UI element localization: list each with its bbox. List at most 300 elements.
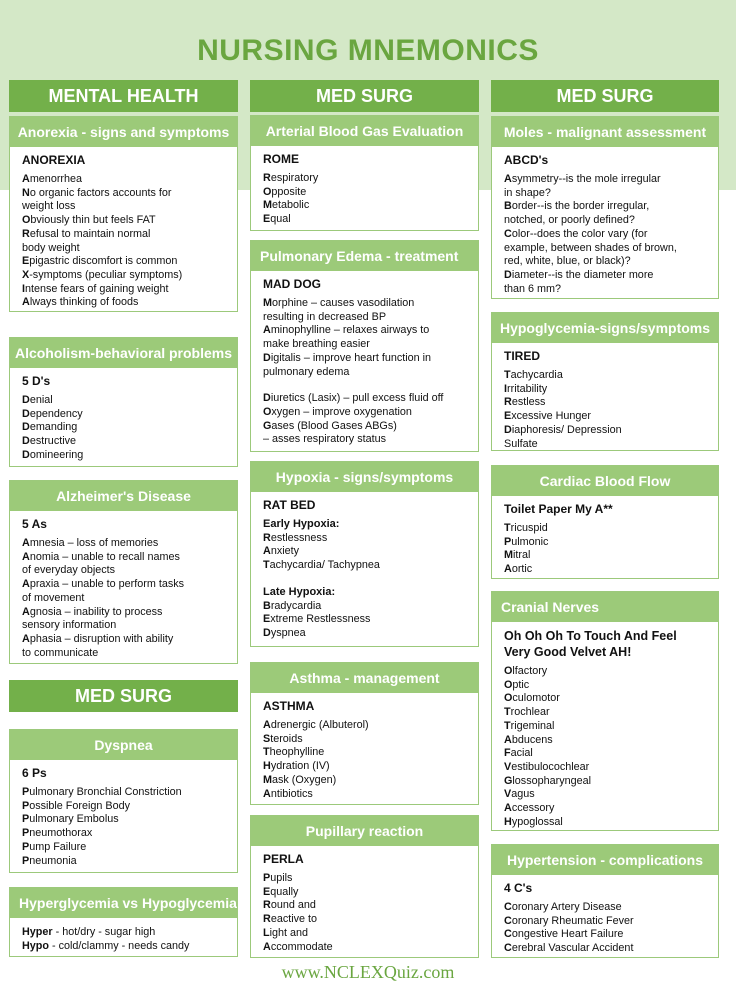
mnemonic-letter: D <box>22 394 30 406</box>
mnemonic-letter: X <box>22 268 30 281</box>
mnemonic-line <box>263 627 466 641</box>
mnemonic-line <box>504 720 706 734</box>
mnemonic-letter: R <box>263 531 271 544</box>
mnemonic-text: iameter--is the diameter more <box>511 268 654 281</box>
card-cranial-nerves <box>491 591 719 831</box>
mnemonic-text: of movement <box>22 591 85 604</box>
mnemonic-text: – asses respiratory status <box>263 433 387 446</box>
mnemonic-text: - cold/clammy - needs candy <box>49 939 190 952</box>
mnemonic-text: example, between shades of brown, <box>504 241 677 254</box>
mnemonic-text: ptic <box>512 678 530 691</box>
mnemonic-line <box>22 269 225 283</box>
mnemonic-letter: C <box>504 942 512 955</box>
mnemonic-letter: T <box>263 746 270 759</box>
mnemonic-letter: O <box>504 692 513 705</box>
mnemonic-text: pposite <box>271 185 307 198</box>
mnemonic-text: ntense fears of gaining weight <box>25 282 169 295</box>
mnemonic-text: ossible Foreign Body <box>29 799 131 812</box>
mnemonic-text: estlessness <box>270 531 328 544</box>
mnemonic-line <box>263 352 466 366</box>
mnemonic-line <box>504 242 706 256</box>
mnemonic-title: MAD DOG <box>263 277 321 291</box>
mnemonic-title: RAT BED <box>263 498 316 512</box>
card-header: Hyperglycemia vs Hypoglycemia <box>10 888 237 918</box>
mnemonic-text: nxiety <box>270 545 300 558</box>
mnemonic-text: xygen – improve oxygenation <box>271 405 412 418</box>
card-body <box>251 846 478 960</box>
mnemonic-line <box>22 242 225 256</box>
mnemonic-line <box>22 394 225 408</box>
mnemonic-letter: B <box>504 200 512 213</box>
mnemonic-letter: Hypo <box>22 939 49 952</box>
mnemonic-text: order--is the border irregular, <box>511 200 650 213</box>
mnemonic-text: rritability <box>507 382 548 395</box>
mnemonic-text: olor--does the color vary (for <box>511 227 648 240</box>
mnemonic-text: ongestive Heart Failure <box>511 928 624 941</box>
mnemonic-letter: P <box>22 827 30 840</box>
mnemonic-line <box>263 297 466 311</box>
mnemonic-letter: Hyper <box>22 926 53 938</box>
card-moles <box>491 116 719 299</box>
card-cardiac-blood-flow <box>491 465 719 579</box>
mnemonic-line <box>263 788 466 802</box>
mnemonic-line <box>504 536 706 550</box>
card-header: Hypertension - complications <box>492 845 718 875</box>
mnemonic-title: ABCD's <box>504 153 549 167</box>
mnemonic-text: -symptoms (peculiar symptoms) <box>29 268 183 281</box>
mnemonic-line <box>263 545 466 559</box>
mnemonic-line <box>22 827 225 841</box>
mnemonic-line <box>263 886 466 900</box>
card-body <box>251 693 478 807</box>
mnemonic-line <box>263 733 466 747</box>
mnemonic-text: pigastric discomfort is common <box>29 255 178 268</box>
card-header: Asthma - management <box>251 663 478 693</box>
mnemonic-line <box>263 872 466 886</box>
mnemonic-text: omineering <box>29 448 84 461</box>
mnemonic-text: than 6 mm? <box>504 282 562 295</box>
mnemonic-letter: A <box>263 787 271 800</box>
mnemonic-text: menorrhea <box>29 173 83 185</box>
mnemonic-line <box>504 901 706 915</box>
mnemonic-line <box>263 406 466 420</box>
card-header: Hypoxia - signs/symptoms <box>251 462 478 492</box>
mnemonic-letter: B <box>263 599 271 612</box>
mnemonic-text: estructive <box>29 435 77 448</box>
mnemonic-text: espiratory <box>270 172 319 184</box>
mnemonic-letter: D <box>504 268 512 281</box>
mnemonic-text: igitalis – improve heart function in <box>270 351 432 364</box>
mnemonic-line <box>263 172 466 186</box>
card-arterial-blood-gas <box>250 115 479 231</box>
mnemonic-letter: A <box>22 605 30 618</box>
mnemonic-line <box>504 915 706 929</box>
mnemonic-line <box>22 786 225 800</box>
mnemonic-line <box>504 369 706 383</box>
subheading: Early Hypoxia: <box>263 518 340 530</box>
mnemonic-line <box>22 255 225 269</box>
mnemonic-line <box>22 800 225 814</box>
mnemonic-line <box>504 424 706 438</box>
card-header: Dyspnea <box>10 730 237 760</box>
mnemonic-letter: A <box>263 324 271 337</box>
mnemonic-text: acial <box>510 747 533 760</box>
mnemonic-line <box>504 563 706 577</box>
mnemonic-line <box>504 200 706 214</box>
mnemonic-text: enial <box>29 394 53 406</box>
card-header: Alcoholism-behavioral problems <box>10 338 237 368</box>
mnemonic-letter: D <box>22 407 30 420</box>
mnemonic-line <box>504 410 706 424</box>
mnemonic-line <box>504 187 706 201</box>
mnemonic-text: ask (Oxygen) <box>272 773 337 786</box>
mnemonic-line <box>22 200 225 214</box>
mnemonic-text: ulmonary Embolus <box>29 813 119 826</box>
mnemonic-letter: D <box>22 448 30 461</box>
mnemonic-text: xtreme Restlessness <box>270 613 371 626</box>
mnemonic-letter: M <box>263 297 272 309</box>
mnemonic-title: 5 As <box>22 517 47 531</box>
mnemonic-line <box>504 383 706 397</box>
mnemonic-text: ortic <box>511 563 533 576</box>
mnemonic-text: estibulocochlear <box>511 760 590 773</box>
card-body <box>492 622 718 835</box>
mnemonic-letter: V <box>504 760 512 773</box>
mnemonic-text: itral <box>513 549 531 562</box>
mnemonic-letter: D <box>22 421 30 434</box>
mnemonic-line <box>263 324 466 338</box>
card-body <box>10 760 237 874</box>
card-body <box>492 496 718 583</box>
mnemonic-text: lways thinking of foods <box>29 296 139 309</box>
mnemonic-letter: D <box>504 423 512 436</box>
mnemonic-letter: D <box>263 626 271 639</box>
mnemonic-line <box>263 199 466 213</box>
mnemonic-letter: E <box>22 255 30 268</box>
card-body <box>492 875 718 962</box>
card-header: Pulmonary Edema - treatment <box>251 241 478 271</box>
mnemonic-line <box>504 802 706 816</box>
mnemonic-title: 5 D's <box>22 374 51 388</box>
mnemonic-line <box>22 592 225 606</box>
mnemonic-text: ulmonary Bronchial Constriction <box>29 786 182 798</box>
mnemonic-line <box>263 719 466 733</box>
mnemonic-letter: H <box>504 815 512 828</box>
mnemonic-line <box>22 187 225 201</box>
mnemonic-line <box>22 841 225 855</box>
mnemonic-text: in shape? <box>504 186 551 199</box>
mnemonic-letter: A <box>22 296 30 309</box>
mnemonic-text: ump Failure <box>29 840 87 853</box>
mnemonic-text: iaphoresis/ Depression <box>511 423 622 436</box>
mnemonic-text: heophylline <box>269 746 325 759</box>
mnemonic-letter: A <box>504 802 512 815</box>
mnemonic-text: achycardia <box>510 369 563 381</box>
mnemonic-letter: P <box>22 813 30 826</box>
mnemonic-text: ccommodate <box>270 940 333 953</box>
card-header: Cranial Nerves <box>492 592 718 622</box>
mnemonic-letter: A <box>22 578 30 591</box>
mnemonic-letter: P <box>263 872 271 884</box>
mnemonic-text: efusal to maintain normal <box>29 227 151 240</box>
mnemonic-line <box>263 760 466 774</box>
mnemonic-letter: M <box>504 549 513 562</box>
card-alcoholism <box>9 337 238 467</box>
mnemonic-text: of everyday objects <box>22 564 116 577</box>
mnemonic-text: radycardia <box>270 599 322 612</box>
mnemonic-line <box>504 692 706 706</box>
mnemonic-text: iuretics (Lasix) – pull excess fluid off <box>270 392 444 405</box>
mnemonic-letter: A <box>22 173 30 185</box>
mnemonic-letter: E <box>263 213 271 226</box>
mnemonic-line <box>263 746 466 760</box>
mnemonic-letter: R <box>263 913 271 926</box>
card-anorexia <box>9 116 238 312</box>
card-header: Moles - malignant assessment <box>492 117 718 147</box>
mnemonic-letter: I <box>22 282 25 295</box>
card-pulmonary-edema <box>250 240 479 452</box>
card-body <box>10 511 237 666</box>
mnemonic-line <box>504 679 706 693</box>
mnemonic-letter: A <box>22 632 30 645</box>
mnemonic-line <box>504 788 706 802</box>
mnemonic-title: ANOREXIA <box>22 153 86 167</box>
mnemonic-line <box>504 255 706 269</box>
mnemonic-line <box>263 774 466 788</box>
mnemonic-letter: P <box>22 786 30 798</box>
mnemonic-text: xcessive Hunger <box>511 410 592 423</box>
mnemonic-line <box>22 564 225 578</box>
mnemonic-line <box>263 559 466 573</box>
mnemonic-letter: I <box>504 382 507 395</box>
mnemonic-text: rochlear <box>510 706 550 719</box>
mnemonic-letter: A <box>263 940 271 953</box>
mnemonic-text: oronary Rheumatic Fever <box>511 914 634 927</box>
mnemonic-text: yspnea <box>270 626 306 639</box>
card-hypoxia <box>250 461 479 647</box>
card-pupillary-reaction <box>250 815 479 958</box>
mnemonic-line <box>504 269 706 283</box>
spacer <box>263 379 466 392</box>
mnemonic-line <box>22 813 225 827</box>
mnemonic-letter: A <box>22 537 30 549</box>
mnemonic-letter: R <box>263 899 271 912</box>
mnemonic-text: ependency <box>29 407 83 420</box>
mnemonic-text: rigeminal <box>510 719 555 732</box>
mnemonic-text: bducens <box>511 733 553 746</box>
card-hyperglycemia <box>9 887 238 957</box>
mnemonic-line <box>504 173 706 187</box>
mnemonic-line <box>263 927 466 941</box>
mnemonic-text: teroids <box>270 732 303 745</box>
card-body <box>10 147 237 316</box>
mnemonic-text: qually <box>270 885 299 898</box>
card-asthma <box>250 662 479 805</box>
mnemonic-line <box>504 942 706 956</box>
mnemonic-text: ydration (IV) <box>270 760 330 773</box>
mnemonic-text: ccessory <box>511 802 555 815</box>
mnemonic-line <box>22 855 225 869</box>
mnemonic-letter: O <box>263 405 272 418</box>
mnemonic-letter: D <box>263 351 271 364</box>
mnemonic-line <box>22 449 225 463</box>
mnemonic-title: TIRED <box>504 349 540 363</box>
mnemonic-text: make breathing easier <box>263 338 370 351</box>
mnemonic-line <box>504 928 706 942</box>
mnemonic-letter: S <box>263 732 271 745</box>
mnemonic-text: erebral Vascular Accident <box>511 942 634 955</box>
mnemonic-line <box>263 532 466 546</box>
footer-url: www.NCLEXQuiz.com <box>281 962 455 982</box>
mnemonic-line <box>263 600 466 614</box>
mnemonic-line <box>504 665 706 679</box>
card-hypoglycemia <box>491 312 719 451</box>
mnemonic-letter: A <box>22 550 30 563</box>
mnemonic-text: weight loss <box>22 200 76 213</box>
mnemonic-text: bviously thin but feels FAT <box>30 214 156 227</box>
mnemonic-line <box>504 522 706 536</box>
mnemonic-text: estless <box>511 396 546 409</box>
mnemonic-letter: C <box>504 914 512 927</box>
mnemonic-letter: T <box>504 719 511 732</box>
mnemonic-line <box>22 578 225 592</box>
mnemonic-line <box>22 537 225 551</box>
mnemonic-text: emanding <box>29 421 78 434</box>
card-header: Hypoglycemia-signs/symptoms <box>492 313 718 343</box>
card-body <box>251 271 478 453</box>
mnemonic-line <box>504 283 706 297</box>
mnemonic-line <box>263 420 466 434</box>
card-body <box>251 146 478 233</box>
mnemonic-letter: O <box>22 214 31 227</box>
mnemonic-line <box>22 228 225 242</box>
mnemonic-line <box>22 619 225 633</box>
mnemonic-line <box>22 173 225 187</box>
mnemonic-line <box>504 228 706 242</box>
mnemonic-title: Oh Oh Oh To Touch And Feel Very Good Velvet AH! <box>504 629 677 659</box>
mnemonic-line <box>22 633 225 647</box>
mnemonic-letter: N <box>22 186 30 199</box>
mnemonic-letter: P <box>22 799 30 812</box>
mnemonic-letter: R <box>504 396 512 409</box>
mnemonic-text: lossopharyngeal <box>512 774 592 787</box>
mnemonic-letter: A <box>263 545 271 558</box>
card-body <box>10 368 237 469</box>
mnemonic-letter: A <box>504 733 512 746</box>
card-alzheimers <box>9 480 238 664</box>
mnemonic-text: to communicate <box>22 646 99 659</box>
mnemonic-letter: E <box>263 613 271 626</box>
mnemonic-letter: C <box>504 227 512 240</box>
mnemonic-letter: D <box>263 392 271 405</box>
card-body <box>251 492 478 647</box>
mnemonic-letter: C <box>504 901 512 913</box>
mnemonic-title: Toilet Paper My A** <box>504 502 613 516</box>
mnemonic-text: neumothorax <box>29 827 93 840</box>
card-header: Arterial Blood Gas Evaluation <box>251 116 478 146</box>
mnemonic-text: o organic factors accounts for <box>29 186 172 199</box>
mnemonic-line <box>22 551 225 565</box>
mnemonic-text: phasia – disruption with ability <box>29 632 174 645</box>
card-body <box>492 343 718 457</box>
mnemonic-text: red, white, blue, or black)? <box>504 255 631 268</box>
mnemonic-line <box>263 213 466 227</box>
mnemonic-text: upils <box>270 872 293 884</box>
mnemonic-letter: O <box>263 185 272 198</box>
mnemonic-letter: C <box>504 928 512 941</box>
mnemonic-text: eactive to <box>270 913 318 926</box>
mnemonic-text: etabolic <box>272 199 310 212</box>
mnemonic-letter: O <box>504 678 513 691</box>
mnemonic-letter: M <box>263 773 272 786</box>
mnemonic-letter: F <box>504 747 511 760</box>
mnemonic-text: qual <box>270 213 291 226</box>
mnemonic-letter: V <box>504 788 512 801</box>
spacer <box>263 573 466 586</box>
mnemonic-text: achycardia/ Tachypnea <box>269 559 380 572</box>
mnemonic-letter: T <box>504 369 511 381</box>
mnemonic-text: Sulfate <box>504 437 538 450</box>
mnemonic-letter: T <box>504 522 511 534</box>
card-hypertension <box>491 844 719 958</box>
column-header-mental-health: MENTAL HEALTH <box>9 80 238 112</box>
mnemonic-line <box>22 214 225 228</box>
mnemonic-title: PERLA <box>263 852 304 866</box>
mnemonic-line <box>263 899 466 913</box>
mnemonic-letter: P <box>22 840 30 853</box>
column-header-med-surg: MED SURG <box>491 80 719 112</box>
mnemonic-text: notched, or poorly defined? <box>504 214 635 227</box>
mnemonic-line <box>504 747 706 761</box>
mnemonic-line <box>22 283 225 297</box>
mnemonic-line <box>22 296 225 310</box>
mnemonic-letter: R <box>263 172 271 184</box>
mnemonic-text: symmetry--is the mole irregular <box>511 173 661 185</box>
mnemonic-letter: O <box>504 665 513 677</box>
mnemonic-line <box>263 613 466 627</box>
mnemonic-text: ases (Blood Gases ABGs) <box>271 419 397 432</box>
mnemonic-letter: M <box>263 199 272 212</box>
mnemonic-text: agus <box>511 788 535 801</box>
mnemonic-text: ypoglossal <box>511 815 563 828</box>
mnemonic-text: culomotor <box>512 692 560 705</box>
mnemonic-line <box>263 913 466 927</box>
mnemonic-text: resulting in decreased BP <box>263 310 387 323</box>
mnemonic-letter: E <box>263 885 271 898</box>
mnemonic-line <box>504 734 706 748</box>
mnemonic-line <box>504 396 706 410</box>
mnemonic-letter: E <box>504 410 512 423</box>
mnemonic-line <box>263 338 466 352</box>
card-dyspnea <box>9 729 238 873</box>
mnemonic-letter: L <box>263 926 270 939</box>
card-header: Cardiac Blood Flow <box>492 466 718 496</box>
mnemonic-letter: R <box>22 227 30 240</box>
mnemonic-line <box>263 186 466 200</box>
mnemonic-title: ASTHMA <box>263 699 315 713</box>
mnemonic-letter: A <box>263 719 271 731</box>
mnemonic-line <box>22 435 225 449</box>
mnemonic-line <box>504 214 706 228</box>
mnemonic-text: orphine – causes vasodilation <box>272 297 415 309</box>
mnemonic-text: gnosia – inability to process <box>29 605 163 618</box>
mnemonic-line <box>504 761 706 775</box>
card-body <box>492 147 718 302</box>
mnemonic-text: sensory information <box>22 619 117 632</box>
column-header-med-surg: MED SURG <box>9 680 238 712</box>
mnemonic-text: ulmonic <box>511 535 549 548</box>
mnemonic-letter: T <box>263 559 270 572</box>
